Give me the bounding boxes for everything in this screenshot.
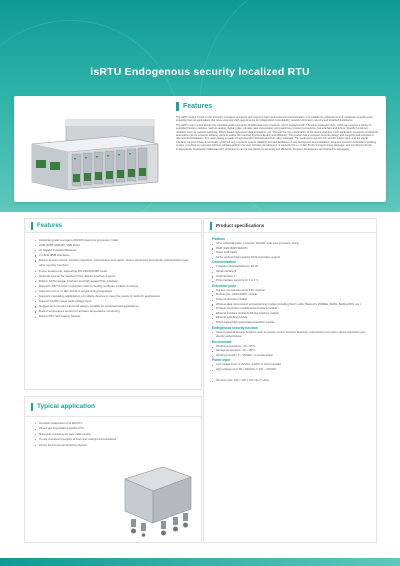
specs-header bbox=[204, 219, 376, 233]
list-item: Rugged and compact structural design, suitable for industrial field applications bbox=[35, 304, 195, 309]
list-item: 2x Gigabit Industrial Ethernet bbox=[35, 248, 195, 253]
intro-paragraph: The isRTU series is built on the domestic Loongson processor and supports high-speed network communication. It is suitable for industrial control, industrial computing and industrial Internet applications that have extremely high requirements for independent controllability, network information security and localized substitution. bbox=[176, 116, 373, 123]
footer-band bbox=[0, 558, 400, 566]
typical-application-card bbox=[24, 396, 202, 543]
typical-heading: Typical application bbox=[37, 403, 96, 410]
specs-body bbox=[204, 233, 376, 383]
list-item: Serial interface 8 bbox=[212, 270, 370, 275]
spec-section-title: Platform bbox=[212, 237, 225, 241]
spec-section-title: Communication bbox=[212, 260, 237, 265]
intro-card bbox=[14, 96, 386, 202]
list-item: Multi-node monitoring of power cable tunnels bbox=[35, 432, 195, 437]
list-item: Protocol conversion module/serial interface module bbox=[212, 307, 370, 312]
list-item: 8 user serial ports, supporting RS-232/422/485 mode bbox=[35, 269, 195, 274]
list-item: Supports C/C++ or IEC 61131-3 programming languages bbox=[35, 289, 195, 294]
section-marker bbox=[210, 222, 212, 230]
spec-section-title: Extension ports bbox=[212, 283, 237, 288]
spec-list bbox=[212, 242, 370, 260]
list-item: On-site centralized operation of coal mine underground substations bbox=[35, 437, 195, 442]
spec-list bbox=[212, 379, 370, 384]
list-item: Structure size: 240 × 135 × 100 mm (7 slots) bbox=[212, 379, 370, 384]
spec-section-title: Endogenous security function bbox=[212, 325, 258, 330]
section-marker bbox=[31, 403, 33, 411]
list-item: Number of expansion slots 2/5/7 optional bbox=[212, 289, 370, 294]
list-item: High voltage input: 85 ~ 264VAC or 100 ~ 370VDC bbox=[212, 368, 370, 373]
list-item: CAN interface 2 bbox=[212, 275, 370, 280]
list-item: 2GB DDR3 SDRAM, 1GB Flash bbox=[35, 243, 195, 248]
list-item: 2 Gigabit Industrial Ethernet, RJ-45 bbox=[212, 265, 370, 270]
spec-list bbox=[212, 345, 370, 359]
typical-list bbox=[25, 417, 201, 448]
list-item: Storage temperature: -50 ~ 85°C bbox=[212, 349, 370, 354]
list-item: FPGA-based high-speed data acquisition module bbox=[212, 321, 370, 326]
list-item: Working humidity: 5 ~ 95%RH, no condensation bbox=[212, 354, 370, 359]
rtu-product-image bbox=[26, 114, 162, 192]
list-item: SATA: optional high-capacity SATA secondary support bbox=[212, 256, 370, 261]
list-item: Support AC/DC power wide voltage input bbox=[35, 299, 195, 304]
section-marker bbox=[31, 222, 33, 230]
list-item: Various network security functions such as access control, intrusion detection, transmission encryption, device admission and identity authentication bbox=[212, 331, 370, 340]
features-card bbox=[24, 218, 202, 390]
list-item: Flash: 1GB Flash bbox=[212, 251, 370, 256]
list-item: Built-in RTC with battery backup bbox=[35, 314, 195, 319]
features-list bbox=[25, 233, 201, 320]
specs-heading: Product specifications bbox=[216, 223, 265, 228]
list-item: Ethernet switching module bbox=[212, 316, 370, 321]
intro-paragraph: The isRTU main control adopts the industrial-grade Loongson 2K1000 dual-core processor, and is equipped with 7 function expansion slots, which can support a variety of extended function modules, such as analog, digital, pulse, wireless data transmission and positioning, protocol conversion, bus interface and others. Specific functional modules, such as network switching, FPGA-based high-speed data acquisition, etc. Through the free combination of the above modules, most application scenarios of industrial automation can be covered, allowing users to realize the required functions flexibly and efficiently. The product has a compact structure design and supports wall-mounted or rail-mounted installation. The outer casing is made of high-strength industrial aluminum alloy materials. The equipment supports AC and DC power input, and the signal interface supports Phoenix terminals, which not only improves system reliability, but also facilitates on-site deployment and installation. Supports Linux3.0 embedded operating system, providing an open and efficient software platform for user software development. It supports C/C++ or IEC 61131-3 programming language, and combined with the independently developed middleware API, applications can be completed conveniently and efficiently. Program development and interactive debugging. bbox=[176, 123, 378, 151]
specs-card bbox=[203, 218, 377, 543]
list-item: Low voltage input: 9~60VDC, 24VDC is recommended bbox=[212, 363, 370, 368]
list-item: Armory Environmental Monitoring System bbox=[35, 443, 195, 448]
list-item: Supports 2/5/7 function expansion slots to flexibly configure multiple functions bbox=[35, 284, 195, 289]
spec-list bbox=[212, 331, 370, 340]
spec-list bbox=[212, 363, 370, 372]
typical-header bbox=[25, 397, 201, 417]
intro-heading-label: Features bbox=[183, 102, 213, 110]
list-item: CPU: industrial grade "Loongson 2K1000" dual-core processor, 1GHz bbox=[212, 242, 370, 247]
list-item: Pulse input/output module bbox=[212, 298, 370, 303]
list-item: Working temperature: -40 ~ 85°C bbox=[212, 345, 370, 350]
list-item: Domestic replacement of oil field RTU bbox=[35, 421, 195, 426]
spec-section-title: Environment bbox=[212, 339, 232, 344]
intro-heading bbox=[176, 100, 212, 112]
list-item: Supports cascading applications of multiple devices to meet the needs of multi-I/O applications bbox=[35, 294, 195, 299]
list-item: Module type: AI/AO/DI/DO module bbox=[212, 293, 370, 298]
spec-list bbox=[212, 289, 370, 326]
list-item: Oil and gas long-distance pipeline RTU bbox=[35, 426, 195, 431]
page-title: isRTU Endogenous security localized RTU bbox=[90, 66, 310, 78]
list-item: PCIe interface supports 4x"1 or 1"4 bbox=[212, 279, 370, 284]
list-item: Built-in access control, intrusion detection, transmission encryption, device admission and identity authentication and other security functions bbox=[35, 258, 195, 268]
list-item: Wireless data transmission and positioning module (including Wi-Fi, LoRa, Bluetooth, ZIGBEE, 4G/5G, BeiDou/GPS, etc.) bbox=[212, 303, 370, 308]
list-item: Industrial-grade Loongson 2K1000 dual-core processor, 1GHz bbox=[35, 238, 195, 243]
list-item: Built-in temperature sensor for ambient temperature monitoring bbox=[35, 309, 195, 314]
list-item: Optional support for standard VGA display interface support bbox=[35, 274, 195, 279]
list-item: Built-in SATA storage interface and high-speed PCIe interface bbox=[35, 279, 195, 284]
features-header bbox=[25, 219, 201, 233]
list-item: RAM: 2GB DDR3 SDRAM bbox=[212, 247, 370, 252]
spec-list bbox=[212, 265, 370, 283]
section-marker bbox=[176, 102, 179, 111]
list-item: Ethernet interface module/CAN bus interface module bbox=[212, 312, 370, 317]
intro-text bbox=[176, 116, 378, 152]
spec-section-title: Power input bbox=[212, 358, 231, 363]
rtu-enclosure-image bbox=[117, 457, 197, 537]
features-heading: Features bbox=[37, 222, 63, 229]
list-item: 2 CAN2.0B/B interfaces bbox=[35, 253, 195, 258]
